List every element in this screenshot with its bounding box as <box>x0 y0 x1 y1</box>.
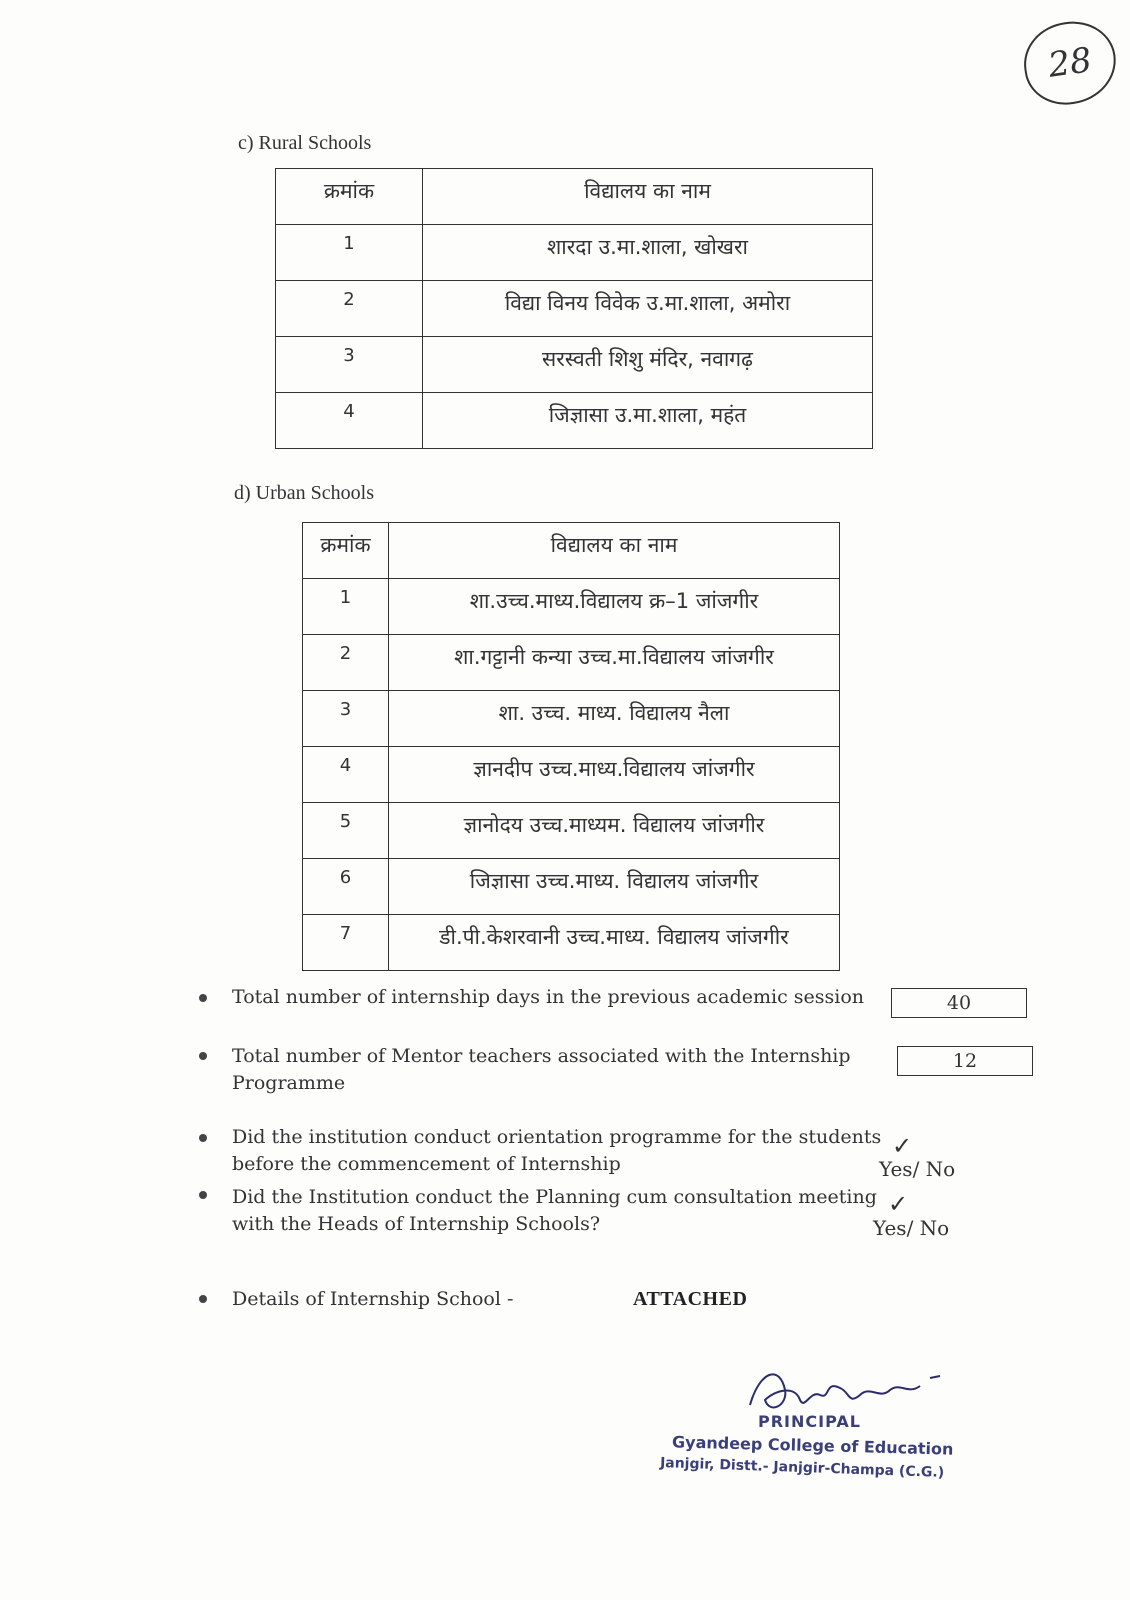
school-name-cell: शा. उच्च. माध्य. विद्यालय नैला <box>389 691 840 747</box>
stamp-college-name: Gyandeep College of Education <box>671 1432 954 1459</box>
school-name-cell: डी.पी.केशरवानी उच्च.माध्य. विद्यालय जांजगीर <box>389 915 840 971</box>
table-row <box>276 281 873 337</box>
serial-cell: 3 <box>276 337 423 393</box>
mentor-teachers-label-line2: Programme <box>232 1072 346 1094</box>
stamp-designation: PRINCIPAL <box>758 1412 861 1431</box>
serial-header: क्रमांक <box>276 169 423 225</box>
table-header-row <box>276 169 873 225</box>
planning-question-line2: with the Heads of Internship Schools? <box>232 1213 601 1235</box>
orientation-question-line1: Did the institution conduct orientation programme for the students <box>232 1126 882 1148</box>
serial-cell: 1 <box>276 225 423 281</box>
table-header-row <box>303 523 840 579</box>
page-number: 28 <box>1019 16 1122 110</box>
school-name-cell: शारदा उ.मा.शाला, खोखरा <box>423 225 873 281</box>
bullet-icon <box>199 1052 207 1060</box>
serial-cell: 1 <box>303 579 389 635</box>
school-name-cell: विद्या विनय विवेक उ.मा.शाला, अमोरा <box>423 281 873 337</box>
rural-schools-table <box>275 168 873 449</box>
school-name-cell: जिज्ञासा उ.मा.शाला, महंत <box>423 393 873 449</box>
school-name-header: विद्यालय का नाम <box>423 169 873 225</box>
serial-cell: 4 <box>303 747 389 803</box>
school-name-cell: शा.गट्टानी कन्या उच्च.मा.विद्यालय जांजगीर <box>389 635 840 691</box>
serial-cell: 2 <box>303 635 389 691</box>
school-name-cell: शा.उच्च.माध्य.विद्यालय क्र–1 जांजगीर <box>389 579 840 635</box>
mentor-teachers-value: 12 <box>897 1046 1033 1076</box>
table-row <box>303 747 840 803</box>
mentor-teachers-label <box>232 1043 851 1097</box>
school-name-cell: सरस्वती शिशु मंदिर, नवागढ़ <box>423 337 873 393</box>
table-row <box>276 337 873 393</box>
table-row <box>303 691 840 747</box>
urban-schools-heading: d) Urban Schools <box>234 482 374 504</box>
serial-cell: 3 <box>303 691 389 747</box>
school-name-cell: जिज्ञासा उच्च.माध्य. विद्यालय जांजगीर <box>389 859 840 915</box>
bullet-icon <box>199 994 207 1002</box>
orientation-question <box>232 1124 881 1178</box>
serial-cell: 2 <box>276 281 423 337</box>
internship-days-value: 40 <box>891 988 1027 1018</box>
stamp-address: Janjgir, Distt.- Janjgir-Champa (C.G.) <box>659 1455 945 1481</box>
attached-label: ATTACHED <box>633 1288 748 1310</box>
bullet-icon <box>199 1134 207 1142</box>
principal-stamp <box>660 1360 970 1500</box>
table-row <box>276 393 873 449</box>
yes-tick-icon: ✓ <box>888 1190 909 1218</box>
table-row <box>303 579 840 635</box>
table-row <box>303 859 840 915</box>
internship-school-details-label: Details of Internship School - <box>232 1288 514 1310</box>
table-row <box>303 635 840 691</box>
planning-question <box>232 1184 877 1238</box>
serial-cell: 7 <box>303 915 389 971</box>
school-name-cell: ज्ञानदीप उच्च.माध्य.विद्यालय जांजगीर <box>389 747 840 803</box>
bullet-icon <box>199 1295 207 1303</box>
internship-days-label: Total number of internship days in the previous academic session <box>232 986 865 1008</box>
serial-cell: 4 <box>276 393 423 449</box>
urban-schools-table <box>302 522 840 971</box>
school-name-header: विद्यालय का नाम <box>389 523 840 579</box>
serial-cell: 6 <box>303 859 389 915</box>
yes-tick-icon: ✓ <box>892 1132 913 1160</box>
table-row <box>276 225 873 281</box>
serial-header: क्रमांक <box>303 523 389 579</box>
table-row <box>303 915 840 971</box>
serial-cell: 5 <box>303 803 389 859</box>
orientation-answer: Yes/ No <box>879 1157 956 1181</box>
mentor-teachers-label-line1: Total number of Mentor teachers associated with the Internship <box>232 1045 851 1067</box>
orientation-question-line2: before the commencement of Internship <box>232 1153 621 1175</box>
rural-schools-heading: c) Rural Schools <box>238 132 372 154</box>
planning-answer: Yes/ No <box>873 1216 950 1240</box>
school-name-cell: ज्ञानोदय उच्च.माध्यम. विद्यालय जांजगीर <box>389 803 840 859</box>
planning-question-line1: Did the Institution conduct the Planning cum consultation meeting <box>232 1186 877 1208</box>
table-row <box>303 803 840 859</box>
bullet-icon <box>199 1191 207 1199</box>
